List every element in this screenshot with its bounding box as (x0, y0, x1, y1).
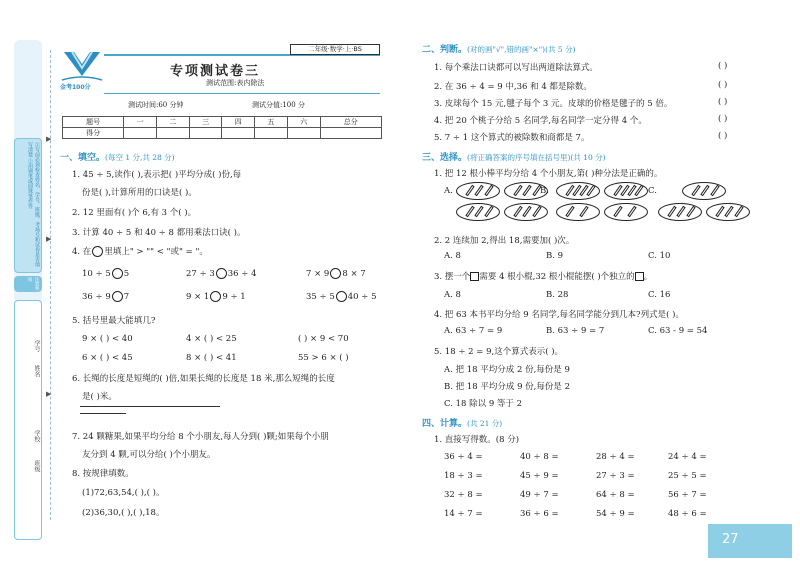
judge-answer[interactable]: ( ) (718, 97, 728, 107)
q7-line1: 7. 24 颗糖果,如果平均分给 8 个小朋友,每人分到( )颗;如果每个小朋 (72, 432, 329, 442)
choice-1: 1. 把 12 根小棒平均分给 4 个小朋友,第( )种分法是正确的。 (434, 169, 663, 179)
q3: 3. 计算 40 ÷ 5 和 40 ÷ 8 都用乘法口诀( )。 (72, 228, 246, 238)
stick-bundle (604, 203, 648, 221)
judge-item: 3. 皮球每个 15 元,毽子每个 3 元。皮球的价格是毽子的 5 倍。 (434, 99, 673, 109)
q4-pre: 4. 在 (72, 247, 92, 257)
judge-item: 2. 在 36 ÷ 4 = 9 中,36 和 4 都是除数。 (434, 82, 592, 92)
score-cell[interactable] (157, 128, 190, 139)
score-table (62, 116, 382, 139)
calc-item[interactable]: 45 ÷ 9 = (520, 471, 559, 481)
calc-title: 1. 直接写得数。(8 分) (434, 435, 520, 445)
test-time: 测试时间:60 分钟 (128, 101, 184, 109)
answer-circle[interactable] (210, 291, 221, 302)
compare-item (82, 268, 129, 279)
q5-item: 6 × ( ) < 45 (82, 353, 133, 363)
notice-text: ①写前必须检查姓名、学号、班级、考场号和试卷是否填写清楚 ②用钢笔或圆珠笔作答 (27, 142, 40, 267)
q1-line1: 1. 45 ÷ 5,读作( ),表示把( )平均分成( )份,每 (72, 170, 242, 180)
q7-line2: 友分到 4 颗,可以分给( )个小朋友。 (82, 450, 216, 460)
choice-option[interactable]: B. 28 (546, 290, 569, 300)
compare-left: 36 ÷ 9 (82, 292, 111, 302)
q6-line1: 6. 长绳的长度是短绳的( )倍,如果长绳的长度是 18 米,那么短绳的长度 (72, 374, 335, 384)
cut-marker-2: ▶ (46, 235, 52, 243)
section-4-note: (共 21 分) (467, 419, 503, 428)
judge-answer[interactable]: ( ) (718, 114, 728, 124)
choice-3-mid: 需要 4 根小棍,32 根小棍能摆( )个独立的 (479, 272, 635, 282)
judge-item: 4. 把 20 个桃子分给 5 名同学,每名同学一定分得 4 个。 (434, 116, 647, 126)
choice-1-option-a[interactable]: A. (444, 186, 453, 196)
score-table-header-row (63, 117, 382, 128)
page-title: 专项测试卷三 (170, 64, 261, 79)
square-icon (635, 272, 644, 281)
score-row-label: 得分 (63, 128, 124, 139)
answer-circle[interactable] (216, 268, 227, 279)
choice-4: 4. 把 63 本书平均分给 9 名同学,每名同学能分到几本?列式是( )。 (434, 310, 684, 320)
compare-right: 7 (123, 292, 130, 302)
section-1-heading (60, 150, 175, 163)
section-4-title: 四、计算。 (422, 419, 468, 429)
calc-item[interactable]: 49 ÷ 7 = (520, 490, 559, 500)
notice-tag: 注意事项 (27, 277, 39, 291)
q8-item: (1)72,63,54,( ),( )。 (82, 488, 165, 498)
stick-bundle (556, 203, 600, 221)
score-header-cell: 四 (222, 117, 255, 128)
compare-left: 35 ÷ 5 (306, 292, 335, 302)
q4-instruction (72, 245, 208, 257)
choice-option[interactable]: C. 63 - 9 = 54 (648, 326, 708, 336)
section-3-title: 三、选择。 (422, 153, 468, 163)
score-cell[interactable] (287, 128, 320, 139)
choice-3-post: 。 (643, 272, 653, 282)
score-cell[interactable] (124, 128, 157, 139)
page-number: 27 (708, 524, 792, 558)
field-school: 学校 (33, 430, 40, 442)
q4-post: 里填上" > "" < "或" = "。 (104, 247, 208, 257)
answer-circle[interactable] (112, 268, 123, 279)
circle-icon (92, 246, 103, 257)
q8-item: (2)36,30,( ),( ),18。 (82, 508, 165, 518)
score-cell[interactable] (189, 128, 222, 139)
choice-option[interactable]: C. 18 除以 9 等于 2 (444, 399, 523, 409)
q8: 8. 按规律填数。 (72, 469, 134, 479)
calc-item[interactable]: 36 ÷ 4 = (444, 452, 483, 462)
q5-item: 9 × ( ) < 40 (82, 334, 133, 344)
q5-item: 8 × ( ) < 41 (186, 353, 237, 363)
long-rope-line (80, 406, 220, 407)
choice-3-pre: 3. 摆一个 (434, 272, 471, 282)
calc-item[interactable]: 24 ÷ 4 = (668, 452, 707, 462)
score-header-cell: 一 (124, 117, 157, 128)
cut-marker-3: ▶ (46, 390, 52, 398)
judge-answer[interactable]: ( ) (718, 61, 728, 71)
calc-item[interactable]: 14 ÷ 7 = (444, 509, 483, 519)
calc-item[interactable]: 54 ÷ 9 = (596, 509, 635, 519)
compare-right: 36 ÷ 4 (227, 269, 257, 279)
compare-left: 9 × 1 (186, 292, 210, 302)
section-4-heading (422, 416, 502, 429)
choice-option[interactable]: C. 10 (648, 251, 671, 261)
choice-option[interactable]: A. 8 (444, 290, 461, 300)
choice-option[interactable]: B. 63 ÷ 9 = 7 (546, 326, 605, 336)
judge-answer[interactable]: ( ) (718, 131, 728, 141)
compare-item (186, 291, 246, 302)
calc-item[interactable]: 25 ÷ 5 = (668, 471, 707, 481)
calc-item[interactable]: 18 ÷ 3 = (444, 471, 483, 481)
choice-option[interactable]: A. 8 (444, 251, 461, 261)
choice-1-option-b[interactable]: B. (540, 186, 549, 196)
score-cell[interactable] (255, 128, 288, 139)
choice-5: 5. 18 ÷ 2 = 9,这个算式表示( )。 (434, 347, 564, 357)
score-table-score-row (63, 128, 382, 139)
calc-item[interactable]: 56 ÷ 7 = (668, 490, 707, 500)
compare-left: 10 ÷ 5 (82, 269, 111, 279)
score-cell[interactable] (222, 128, 255, 139)
section-2-title: 二、判断。 (422, 45, 468, 55)
grade-tag: 二年级·数学·上·BS (290, 44, 380, 55)
compare-right: 8 × 7 (342, 269, 366, 279)
score-header-cell: 总分 (320, 117, 381, 128)
score-cell[interactable] (320, 128, 381, 139)
score-header-cell: 题号 (63, 117, 124, 128)
q5: 5. 括号里最大能填几? (72, 316, 156, 326)
judge-item: 1. 每个乘法口诀都可以写出两道除法算式。 (434, 63, 598, 73)
test-score: 测试分值:100 分 (252, 101, 305, 109)
section-1-title: 一、填空。 (60, 153, 106, 163)
answer-circle[interactable] (330, 268, 341, 279)
compare-left: 27 ÷ 3 (186, 269, 215, 279)
section-3-note: (将正确答案的序号填在括号里)(共 10 分) (467, 153, 606, 162)
q6-line2: 是( )米。 (82, 392, 117, 402)
choice-option[interactable]: A. 把 18 平均分成 2 份,每份是 9 (444, 365, 570, 375)
compare-right: 5 (123, 269, 130, 279)
judge-item: 5. 7 ÷ 1 这个算式的被除数和商都是 7。 (434, 133, 590, 143)
calc-item[interactable]: 32 ÷ 8 = (444, 490, 483, 500)
section-1-note: (每空 1 分,共 28 分) (105, 153, 175, 162)
compare-item (82, 291, 129, 302)
calc-item[interactable]: 36 ÷ 6 = (520, 509, 559, 519)
section-2-heading (422, 42, 576, 55)
compare-item (306, 291, 377, 302)
answer-circle[interactable] (336, 291, 347, 302)
section-2-note: (对的画"√",错的画"×")(共 5 分) (467, 45, 576, 54)
compare-left: 7 × 9 (306, 269, 330, 279)
page-subtitle: 测试范围:表内除法 (206, 79, 265, 87)
choice-2: 2. 2 连续加 2,得出 18,需要加( )次。 (434, 236, 575, 246)
calc-item[interactable]: 48 ÷ 6 = (668, 509, 707, 519)
compare-right: 9 ÷ 1 (222, 292, 246, 302)
q5-item: ( ) × 9 < 70 (298, 334, 349, 344)
judge-answer[interactable]: ( ) (718, 80, 728, 90)
square-icon (470, 272, 479, 281)
cut-marker-1: ▶ (46, 135, 52, 143)
logo-text: 金考100分 (60, 84, 91, 91)
answer-circle[interactable] (112, 291, 123, 302)
choice-option[interactable]: B. 9 (546, 251, 564, 261)
cut-line (50, 50, 51, 520)
field-class: 班级 (33, 460, 40, 472)
field-name: 姓名 (33, 365, 40, 377)
calc-item[interactable]: 40 ÷ 8 = (520, 452, 559, 462)
q5-item: 4 × ( ) < 25 (186, 334, 237, 344)
q2: 2. 12 里面有( )个 6,有 3 个( )。 (72, 208, 197, 218)
score-header-cell: 六 (287, 117, 320, 128)
q1-line2: 份是( ),计算所用的口诀是( )。 (82, 188, 197, 198)
calc-item[interactable]: 27 ÷ 3 = (596, 471, 635, 481)
choice-option[interactable]: A. 63 ÷ 7 = 9 (444, 326, 503, 336)
short-rope-line (80, 413, 126, 414)
compare-item (186, 268, 257, 279)
compare-item (306, 268, 366, 279)
section-3-heading (422, 150, 606, 163)
student-info-box (14, 300, 42, 540)
score-header-cell: 三 (189, 117, 222, 128)
choice-1-option-c[interactable]: C. (648, 186, 657, 196)
calc-item[interactable]: 64 ÷ 8 = (596, 490, 635, 500)
calc-item[interactable]: 28 ÷ 4 = (596, 452, 635, 462)
choice-option[interactable]: C. 16 (648, 290, 671, 300)
compare-right: 40 ÷ 5 (347, 292, 377, 302)
choice-option[interactable]: B. 把 18 平均分成 9 份,每份是 2 (444, 382, 570, 392)
score-header-cell: 二 (157, 117, 190, 128)
field-student-no: 学号 (33, 340, 40, 352)
q5-item: 55 > 6 × ( ) (298, 353, 349, 363)
score-header-cell: 五 (255, 117, 288, 128)
choice-3 (434, 270, 652, 282)
